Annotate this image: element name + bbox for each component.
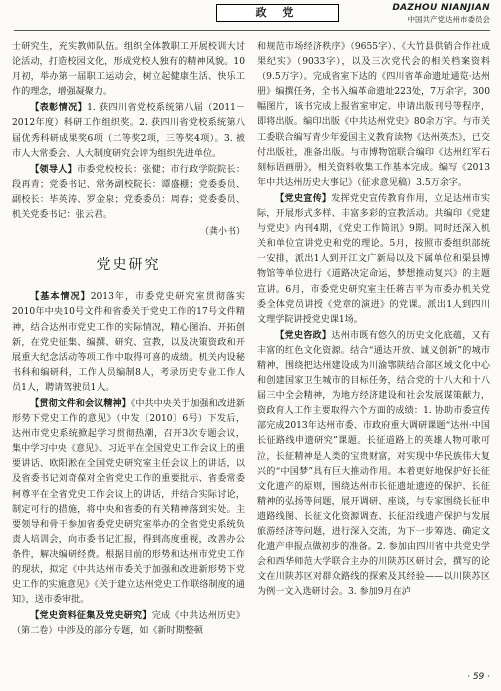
paragraph-documents — [12, 396, 245, 608]
entry-body: 2013年，市委党史研究室贯彻落实2010年中央10号文件和省委关于党史工作的17号文件精神，结合达州市党史工作的实际情况，精心图治、开拓创新，在党史征集、编撰、研究、宣教，以及决策资政和开展重大纪念活动等项工作中取得可喜的成绩。机关内设秘书科和编研科，工作人员编制8人，考录历史专业工作人员1人，聘请驾驶员1人。 — [12, 292, 245, 393]
entry-body: 市委党校校长：张健；市行政学院院长：段再青；党委书记、常务副校院长：谭盛棚；党委委员、副校长：毕英涛、罗金泉；党委委员：周春；党委委员、机关党委书记：张云君。 — [12, 164, 245, 221]
paragraph-publicity — [257, 191, 490, 328]
paragraph: 士研究生，充实教师队伍。组织全体教职工开展校训大讨论活动，打造校园文化，形成党校人独有的精神风貌。10月初，举办第一届职工运动会，树立起健康生活、快乐工作的理念，增强凝聚力。 — [12, 42, 245, 98]
entry-heading: 【党史咨政】 — [275, 329, 332, 341]
entry-heading: 【贯彻文件和会议精神】 — [30, 397, 131, 409]
entry-heading: 【表彰情况】 — [30, 102, 88, 114]
page-number: · 59 · — [467, 672, 490, 682]
header-divider — [14, 30, 490, 31]
yearbook-title-en: DAZHOU NIANJIAN — [392, 3, 490, 13]
paragraph-research — [12, 608, 245, 639]
entry-body: 1. 获四川省党校系统第八届（2011－2012年度）科研工作组织奖。2. 获四川省党校系统第八届优秀科研成果奖6项（二等奖2项，三等奖4项）。3. 被市人大常委会、人大制度研究会评为组织先进单位。 — [12, 103, 245, 159]
entry-body: 完成《中共达州历史》（第二卷）中涉及的部分专题，如《新时期整顿 — [12, 611, 245, 637]
entry-heading: 【党史资料征集及党史研究】 — [30, 610, 152, 622]
entry-body: 《中共中央关于加强和改进新形势下党史工作的意见》（中发〔2010〕6号）下发后，达州市党史系统掀起学习贯彻热潮，召开3次专题会议，集中学习中央《意见》、习近平在全国党史工作会议上的重要讲话、欧阳淞在全国党史研究室主任会议上的讲话，以及省委书记刘奇葆对全省党史工作的重要批示、省委常委柯尊平在全省党史工作会议上的讲话，并结合实际讨论，制定可行的措施，将中央和省委的有关精神落到实处。主要领导和骨干参加省委党史研究室举办的全省党史系统负责人培训会，向市委书记汇报，得到高度重视，改善办公条件，解决编研经费。根据目前的形势和达州市党史工作的现状，拟定《中共达州市委关于加强和改进新形势下党史工作的实施意见》《关于建立达州党史工作联络制度的通知》，送市委审批。 — [12, 398, 245, 606]
page-header — [0, 0, 501, 24]
paragraph-leaders — [12, 162, 245, 223]
entry-heading: 【领导人】 — [30, 163, 77, 175]
yearbook-subtitle-cn: 中国共产党达州市委员会 — [407, 15, 490, 24]
section-label: 政 党 — [216, 4, 339, 22]
left-column — [12, 40, 245, 639]
section-title: 党史研究 — [96, 257, 161, 274]
paragraph-awards — [12, 100, 245, 161]
paragraph: 和规范市场经济秩序》（9655字）、《大竹县供销合作社成果纪实》（9033字），以及三次党代会的相关档案资料（9.5万字）。完成省室下达的《四川省革命遗址通览·达州册》编撰任务，全书入编革命遗址223处，7万余字，300幅图片，该书完成上报省室审定、申请出版刊号等程序，即将出版。编印出版《中共达州党史》80余万字。与市关工委联合编写青少年爱国主义教育读物《达州英杰》，已交付出版社，准备出版。与市博物馆联合编印《达州红军石刻标语画册》，相关资料收集工作基本完成。编写《2013年中共达州历史大事记》（征求意见稿）3.5万余字。 — [257, 42, 490, 188]
paragraph-advisory — [257, 328, 490, 601]
author-credit: （龚小书） — [199, 227, 245, 238]
paragraph-basic-info — [12, 289, 245, 396]
entry-heading: 【党史宣传】 — [275, 192, 332, 204]
entry-heading: 【基本情况】 — [30, 291, 91, 303]
entry-body: 发挥党史宣传教育作用，立足达州市实际，开展形式多样、丰富多彩的宣教活动。共编印《党建与党史》内刊4期，《党史工作简讯》9期。同时还深入机关和单位宣讲党史和党的理论。5月，按照市委组织部统一安排，派出1人到开江文广新局以及下属单位和渠县博物馆等单位进行《道路决定命运，梦想推动复兴》的主题宣讲。6月，市委党史研究室主任蒋吉平为市委办机关党委全体党员讲授《党章的演进》的党课。派出1人到四川文理学院讲授党史课1场。 — [257, 193, 490, 325]
entry-body: 达州市既有悠久的历史文化底蕴，又有丰富的红色文化资源。结合“通达开放、诚义创新”的城市精神，围绕把达州建设成为川渝鄂陕结合部区域文化中心和创建国家卫生城市的目标任务，结合党的十八大和十八届三中全会精神，为地方经济建设和社会发展谋策献力，资政育人工作主要取得六个方面的成绩：1. 协助市委宣传部完成2013年达州市委、市政府重大调研课题“达州·中国长征路线申遗研究”课题。长征道路上的英雄人物可歌可泣，长征精神是人类的宝贵财富，对实现中华民族伟大复兴的“中国梦”具有巨大推动作用。本着更好地保护好长征文化遗产的原则，围绕达州市长征遗址遗迹的保护、长征精神的弘扬等问题，展开调研、座谈，与专家围绕长征申遗路线图、长征文化资源调查、长征沿线遗产保护与发展旅游经济等问题，进行深入交流，为下一步筹选、确定文化遗产申报点做初步的准备。2. 参加由四川省中共党史学会和西华师范大学联合主办的川陕苏区研讨会，撰写的论文在川陕苏区对群众路线的探索及其经验——以川陕苏区为例一文入选研讨会。3. 参加9月在泸 — [257, 330, 490, 598]
right-column — [257, 40, 490, 600]
